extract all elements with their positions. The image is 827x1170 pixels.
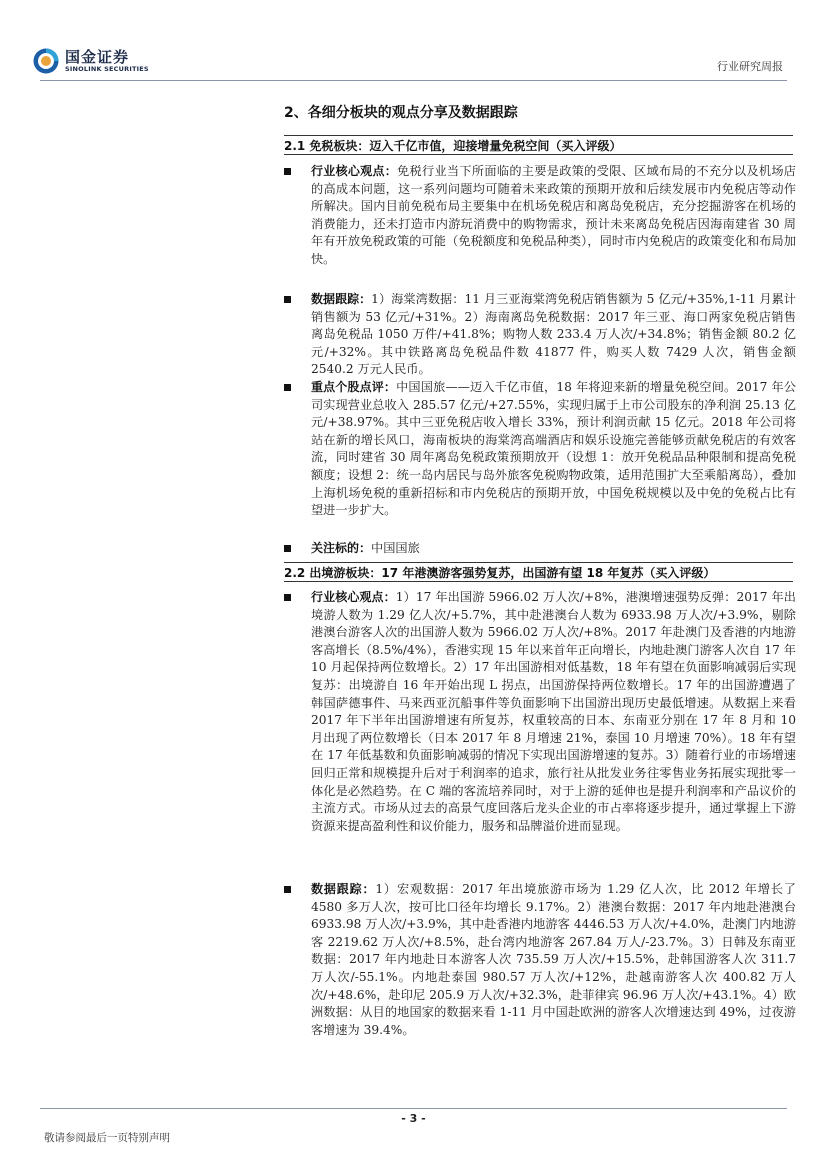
subsection-top-rule [284, 135, 793, 136]
logo-english-name: SINOLINK SECURITIES [65, 64, 149, 73]
bullet-square-icon [284, 296, 291, 303]
subsection-title-text: 2.2 出境游板块：17 年港澳游客强势复苏，出国游有望 18 年复苏（买入评级） [284, 565, 716, 580]
bullet-label: 关注标的： [311, 541, 372, 555]
bullet-label: 数据跟踪： [311, 882, 376, 896]
bullet-label: 行业核心观点： [311, 164, 398, 178]
bullet-label: 数据跟踪： [311, 292, 372, 306]
bullet-item [284, 881, 796, 1039]
bullet-body: 1）17 年出国游 5966.02 万人次/+8%，港澳增速强势反弹：2017 年出境游人数为 1.29 亿人次/+5.7%，其中赴港澳台人数为 6933.98 万人次/+3.9%，剔除港澳台游客人次的出国游人数为 5966.02 万人次/+8%。2017 年赴澳门及香港的内地游客高增长（8.5%/4%），香港实现 15 年以来首年正向增长，内地赴澳门游客人次自 17 年 10 月起保持两位数增长。2）17 年出国游相对低基数，18 年有望在负面影响减弱后实现复苏：出境游自 16 年开始出现 L 拐点，出国游保持两位数增长。17 年的出国游遭遇了韩国萨德事件、马来西亚沉船事件等负面影响下出国游出现历史最低增速。从数据上来看 2017 年下半年出国游增速有所复苏，权重较高的日本、东南亚分别在 17 年 8 月和 10 月出现了两位数增长（日本 2017 年 8 月增速 21%，泰国 10 月增速 70%）。18 年有望在 17 年低基数和负面影响减弱的情况下实现出国游增速的复苏。3）随着行业的市场增速回归正常和规模提升后对于利润率的追求，旅行社从批发业务往零售业务拓展实现批零一体化是必然趋势。在 C 端的客流培养同时，对于上游的延伸也是提升利润率和产品议价的主流方式。市场从过去的高景气度回落后龙头企业的市占率将逐步提升，通过掌握上下游资源来提高盈利性和议价能力，服务和品牌溢价进而显现。 [311, 590, 796, 833]
header-divider [40, 80, 787, 81]
page-number: - 3 - [401, 1112, 426, 1125]
company-logo [32, 44, 162, 78]
disclaimer-note: 敬请参阅最后一页特别声明 [44, 1132, 170, 1144]
bullet-body: 中国国旅——迈入千亿市值，18 年将迎来新的增量免税空间。2017 年公司实现营业总收入 285.57 亿元/+27.55%，实现归属于上市公司股东的净利润 25.13 亿元/+38.97%。其中三亚免税店收入增长 33%，预计利润贡献 15 亿元。2018 年公司将站在新的增长风口，海南板块的海棠湾高端酒店和娱乐设施完善能够贡献免税店的有效客流，同时建省 30 周年离岛免税政策预期放开（设想 1：放开免税品品种限制和提高免税额度；设想 2：统一岛内居民与岛外旅客免税购物政策，适用范围扩大至乘船离岛），叠加上海机场免税的重新招标和市内免税店的预期开放，中国免税规模以及中免的免税占比有望进一步扩大。 [311, 380, 796, 518]
bullet-body: 1）宏观数据：2017 年出境旅游市场为 1.29 亿人次，比 2012 年增长了 4580 多万人次，按可比口径年均增长 9.17%。2）港澳台数据：2017 年内地赴港澳台 6933.98 万人次/+3.9%，其中赴香港内地游客 4446.53 万人次/+4.0%，赴澳门内地游客 2219.62 万人次/+8.5%，赴台湾内地游客 267.84 万人/-23.7%。3）日韩及东南亚数据：2017 年内地赴日本游客人次 735.59 万人次/+15.5%，赴韩国游客人次 311.7 万人次/-55.1%。内地赴泰国 980.57 万人次/+12%，赴越南游客人次 400.82 万人次/+48.6%，赴印尼 205.9 万人次/+32.3%，赴菲律宾 96.96 万人次/+43.1%。4）欧洲数据：从目的地国家的数据来看 1-11 月中国赴欧洲的游客人次增速达到 49%，过夜游客增速为 39.4%。 [311, 882, 796, 1037]
bullet-item [284, 291, 796, 379]
logo-chinese-name: 国金证券 [65, 47, 130, 66]
bullet-item [284, 540, 796, 558]
bullet-body: 中国国旅 [371, 541, 420, 555]
bullet-label: 重点个股点评： [311, 380, 397, 394]
report-type-label: 行业研究周报 [717, 60, 783, 73]
subsection-title-outbound-travel [284, 562, 793, 582]
logo-emblem-icon [32, 47, 60, 75]
bullet-body: 1）海棠湾数据：11 月三亚海棠湾免税店销售额为 5 亿元/+35%,1-11 月累计销售额为 53 亿元/+31%。2）海南离岛免税数据：2017 年三亚、海口两家免税店销售离岛免税品 1050 万件/+41.8%；购物人数 233.4 万人次/+34.8%；销售金额 80.2 亿元/+32%。其中铁路离岛免税品件数 41877 件，购买人数 7429 人次，销售金额 2540.2 万元人民币。 [311, 292, 796, 377]
bullet-square-icon [284, 168, 291, 175]
bullet-item [284, 379, 796, 520]
bullet-body: 免税行业当下所面临的主要是政策的受限、区域布局的不充分以及机场店的高成本问题，这一系列问题均可随着未来政策的预期开放和后续发展市内免税店等动作所解决。国内目前免税布局主要集中在机场免税店和离岛免税店，充分挖掘游客在机场的消费能力，还未打造市内游玩消费中的购物需求，预计未来离岛免税店因海南建省 30 周年有开放免税政策的可能（免税额度和免税品种类），同时市内免税店的政策变化和布局加快。 [311, 164, 796, 266]
bullet-square-icon [284, 545, 291, 552]
bullet-item [284, 163, 796, 269]
bullet-item [284, 589, 796, 835]
subsection-top-rule [284, 562, 793, 563]
subsection-title-text: 2.1 免税板块：迈入千亿市值，迎接增量免税空间（买入评级） [284, 138, 622, 153]
bullet-label: 行业核心观点： [311, 590, 396, 604]
subsection-title-duty-free [284, 135, 793, 155]
section-title: 2、各细分板块的观点分享及数据跟踪 [284, 105, 518, 121]
footer-divider [40, 1108, 787, 1109]
bullet-square-icon [284, 886, 291, 893]
subsection-bottom-rule [284, 581, 793, 582]
bullet-square-icon [284, 384, 291, 391]
subsection-bottom-rule [284, 154, 793, 155]
bullet-square-icon [284, 594, 291, 601]
